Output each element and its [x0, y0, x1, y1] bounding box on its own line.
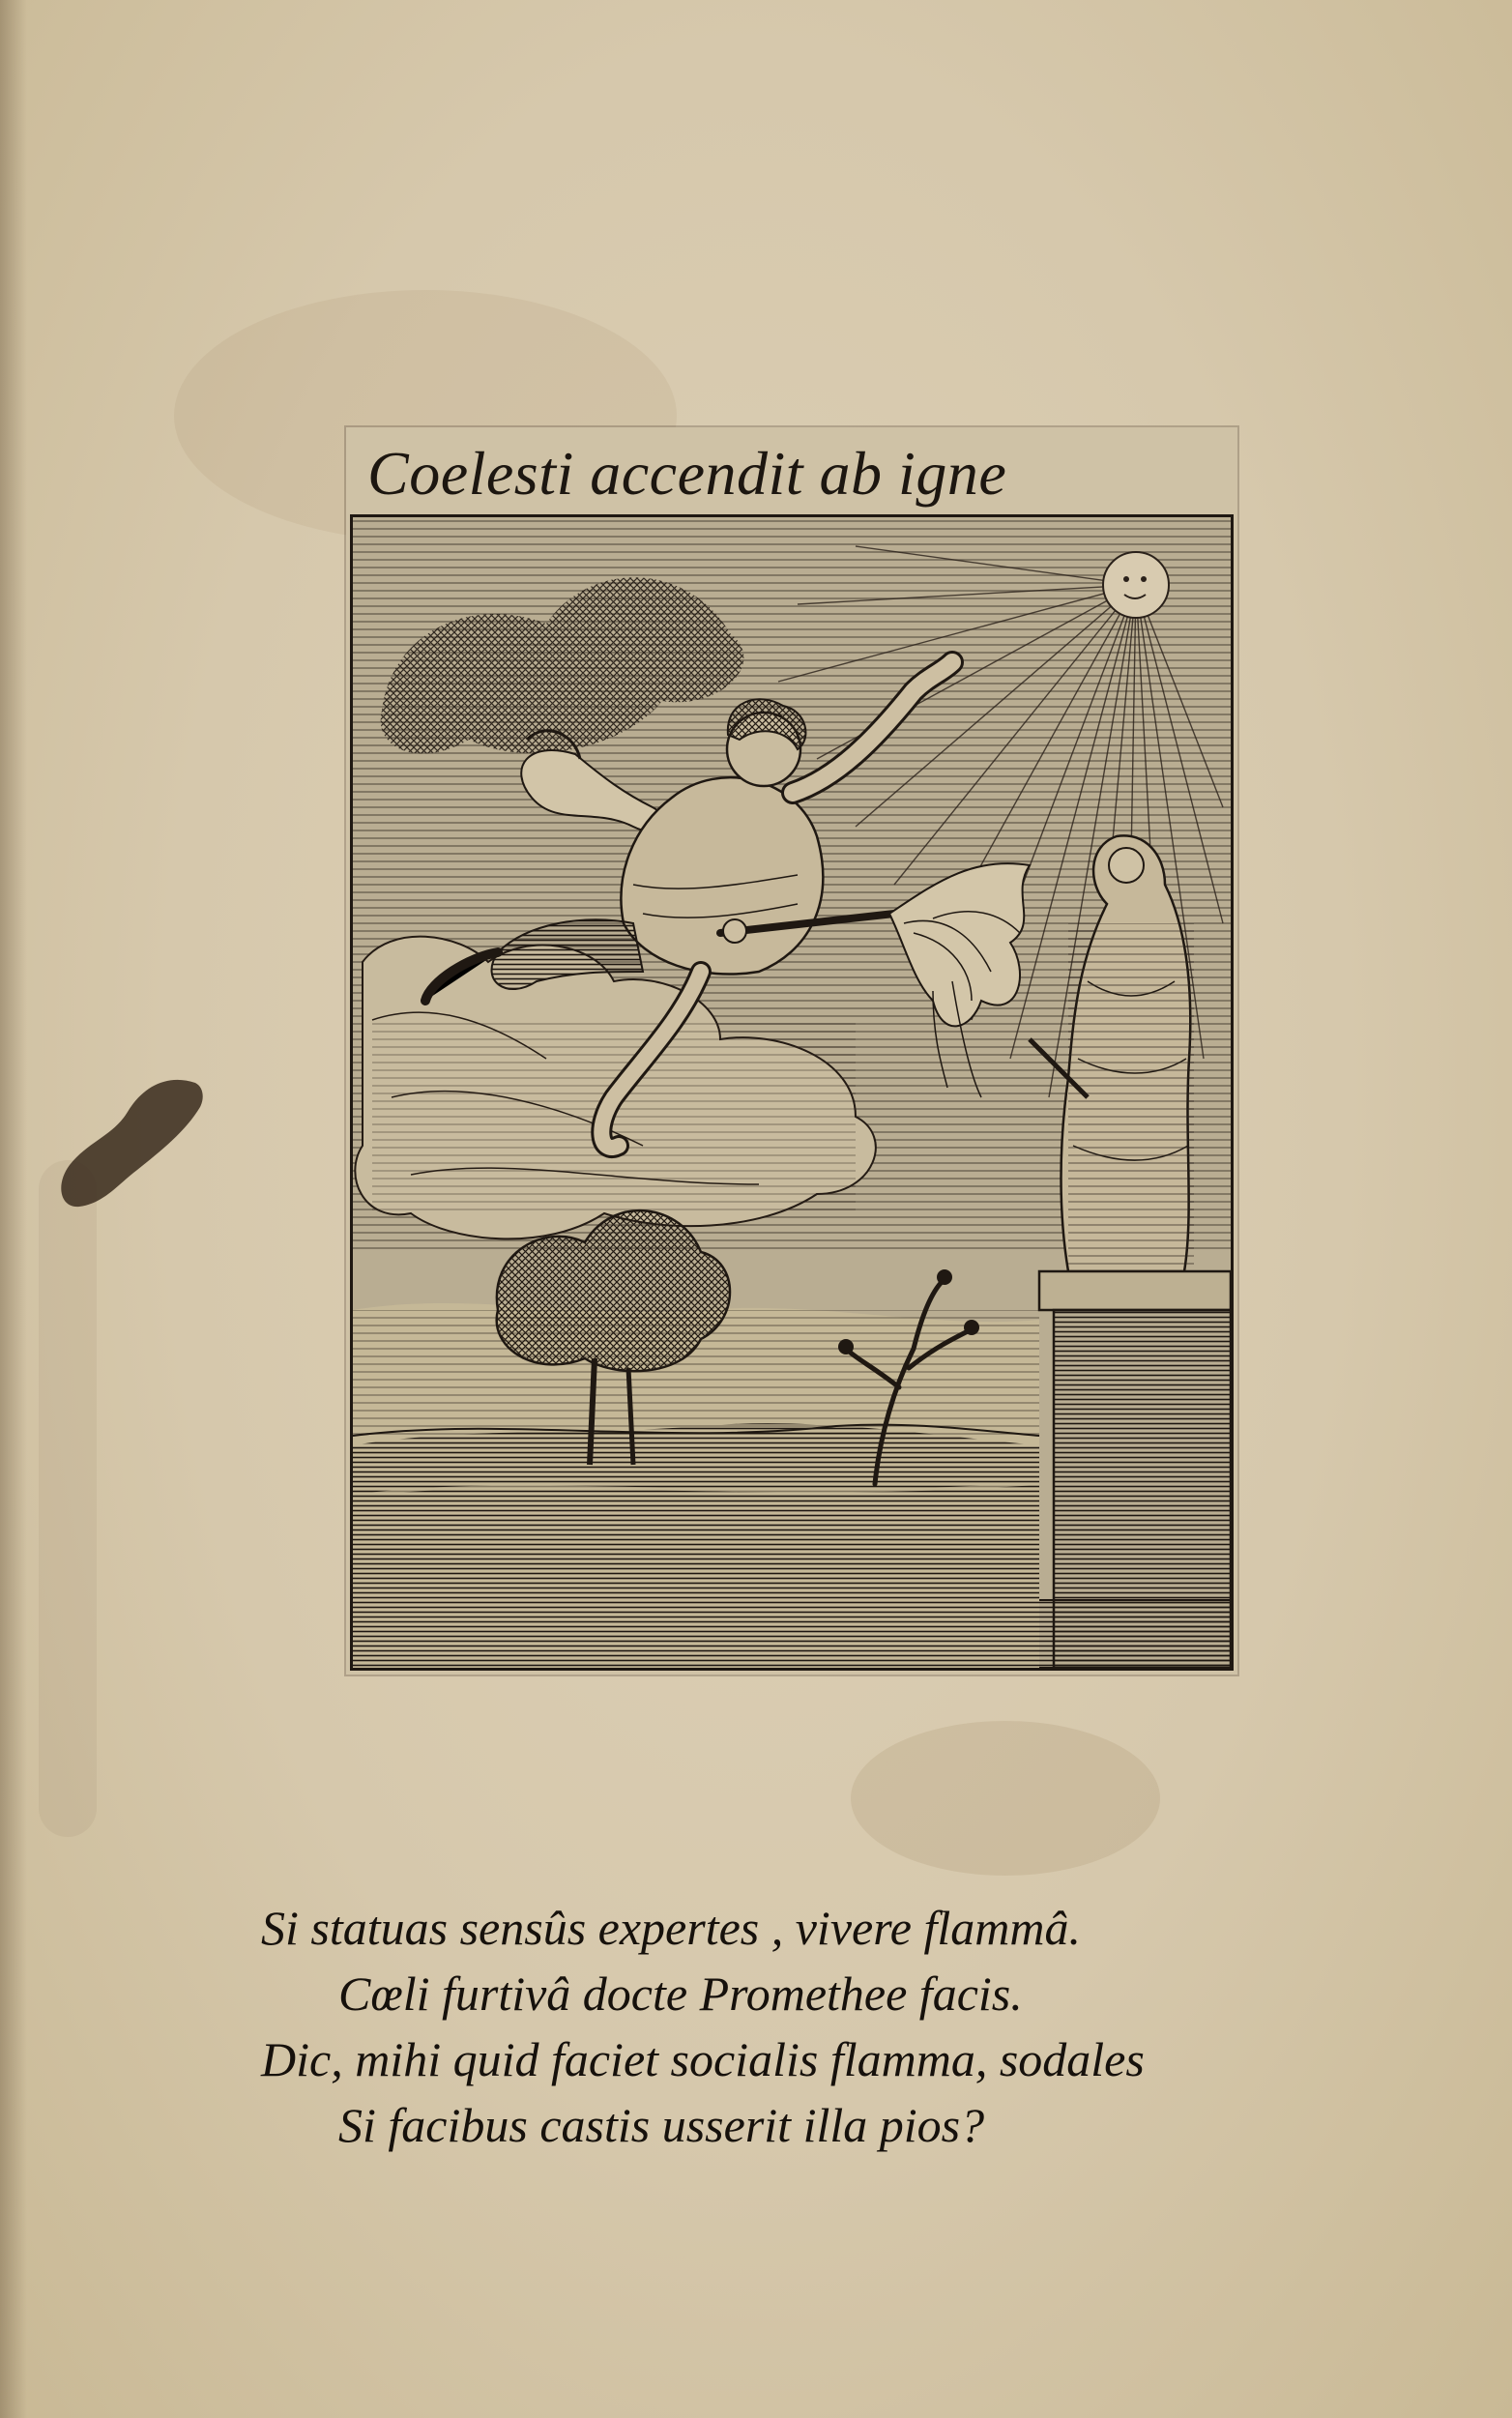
verse-line-1: Si statuas sensûs expertes , vivere flammâ.: [261, 1901, 1081, 1955]
verse-line-4: Si facibus castis usserit illa pios?: [338, 2098, 985, 2152]
verse-line-3: Dic, mihi quid faciet socialis flamma, sodales: [261, 2032, 1145, 2086]
verse-line-2: Cœli furtivâ docte Promethee facis.: [338, 1966, 1023, 2021]
landscape: [353, 1303, 1039, 1668]
paper-stain: [851, 1721, 1160, 1876]
emblem-motto: Coelesti accendit ab igne: [367, 439, 1007, 508]
ink-blot: [50, 1073, 205, 1218]
paper-stain: [39, 1160, 97, 1837]
engraving-scene: [353, 517, 1231, 1668]
engraving-illustration: [350, 514, 1234, 1671]
emblem-verse: [261, 1895, 1373, 2158]
pedestal: [1020, 1271, 1231, 1668]
page-gutter-shadow: [0, 0, 27, 2418]
